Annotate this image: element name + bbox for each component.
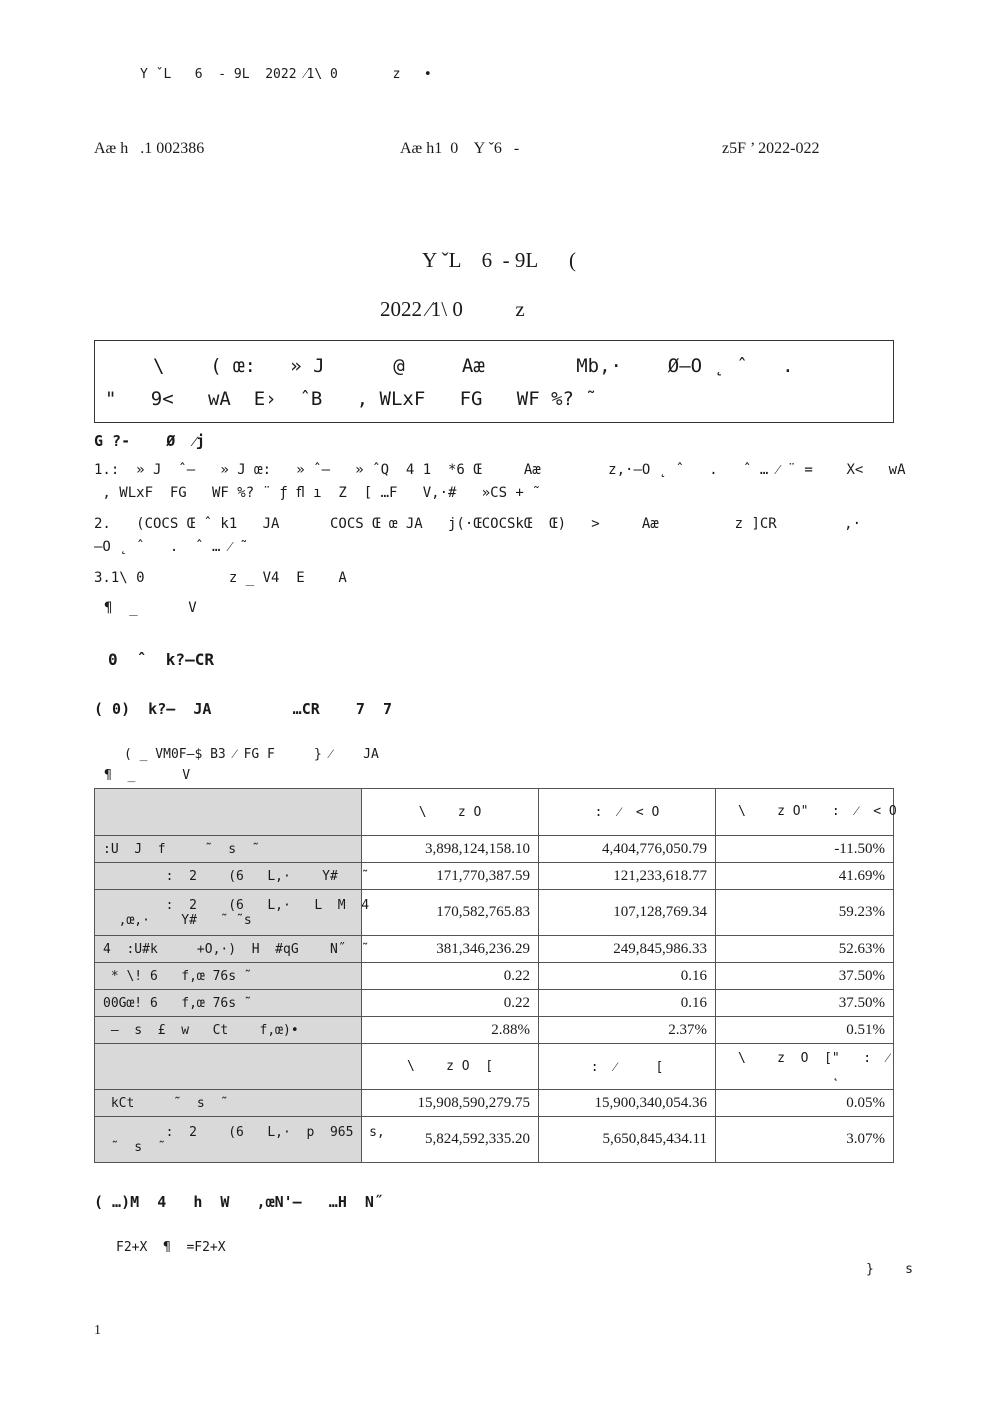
important-item-3: 3.1\ 0 z _ V4 E A — [94, 570, 347, 586]
important-notice-heading: G ?- Ø ⁄j — [94, 432, 205, 450]
table-row — [95, 1017, 894, 1044]
table-header-cell: : ⁄ < O — [539, 789, 716, 836]
row-label: – s £ w Ct f,œ)• — [95, 1017, 362, 1044]
table-header-cell: \ z O" : ⁄ < O — [716, 789, 894, 836]
prior-value: 0.16 — [539, 990, 716, 1017]
table-row — [95, 963, 894, 990]
document-title-line2: 2022 ⁄1\ 0 z — [380, 297, 525, 321]
important-item-1: 1.: » J ˆ– » J œ: » ˆ– » ˆQ 4 1 *6 Œ Aæ z,·–O ˛ ˆ . ˆ … ⁄ ¨ = X< wA — [94, 462, 906, 478]
current-value: 15,908,590,279.75 — [362, 1090, 539, 1117]
change-value: 37.50% — [716, 990, 894, 1017]
prior-value: 4,404,776,050.79 — [539, 836, 716, 863]
table-row — [95, 1090, 894, 1117]
row-label: 4 :U#k +O,·) H #qG N˝ ˜ — [95, 936, 362, 963]
section2-unit: } s — [866, 1262, 913, 1277]
current-value: 0.22 — [362, 990, 539, 1017]
prior-value: 249,845,986.33 — [539, 936, 716, 963]
notice-box — [94, 340, 894, 423]
important-item-2-cont: –O ˛ ˆ . ˆ … ⁄ ˜ — [94, 539, 249, 555]
table-row — [95, 863, 894, 890]
table-row — [95, 990, 894, 1017]
section2-line: F2+X ¶ =F2+X — [116, 1240, 226, 1255]
section-heading: 0 ˆ k?–CR — [108, 650, 214, 669]
prior-value: 5,650,845,434.11 — [539, 1117, 716, 1163]
section2-heading: ( …)M 4 h W ,œN'– …H N˝ — [94, 1193, 383, 1211]
notice-line2: " 9< wA E› ˆB , WLxF FG WF %? ˜ — [105, 388, 597, 410]
row-label: : 2 (6 L,· p 965 s, ˜ s ˜ — [95, 1117, 362, 1163]
change-value: 0.05% — [716, 1090, 894, 1117]
row-label: * \! 6 f,œ 76s ˜ — [95, 963, 362, 990]
prior-value: 0.16 — [539, 963, 716, 990]
change-value: 3.07% — [716, 1117, 894, 1163]
row-label: : 2 (6 L,· Y# ˜ — [95, 863, 362, 890]
important-item-1-cont: , WLxF FG WF %? ¨ ƒ ﬂ ı Z [ …F V,·# »CS + ˜ — [94, 485, 541, 501]
change-value: 59.23% — [716, 890, 894, 936]
notice-line1: \ ( œ: » J @ Aæ Mb,· Ø–O ˛ ˆ . — [153, 355, 794, 377]
row-label: 00Gœ! 6 f,œ 76s ˜ — [95, 990, 362, 1017]
current-value: 0.22 — [362, 963, 539, 990]
table-note: ( _ VM0F–$ B3 ⁄ FG F } ⁄ JA — [124, 747, 379, 762]
table-header-cell: \ z O [ — [362, 1044, 539, 1090]
table-header-row — [95, 789, 894, 836]
important-item-2: 2. (COCS Œ ˆ k1 JA COCS Œ œ JA j(·ŒCOCSkŒ Œ) > Aæ z ]CR ,· — [94, 516, 862, 532]
current-value: 3,898,124,158.10 — [362, 836, 539, 863]
table-row — [95, 1117, 894, 1163]
table-row — [95, 836, 894, 863]
table-header-cell: \ z O — [362, 789, 539, 836]
financial-data-table — [94, 788, 897, 1163]
stock-short-name: Aæ h1 0 Y ˇ6 - — [400, 140, 520, 157]
document-title-line1: Y ˇL 6 - 9L ( — [422, 248, 576, 272]
document-header: Y ˇL 6 - 9L 2022 ⁄1\ 0 z • — [140, 67, 432, 82]
page-number: 1 — [94, 1323, 101, 1338]
current-value: 381,346,236.29 — [362, 936, 539, 963]
table-header-cell: : ⁄ [ — [539, 1044, 716, 1090]
table-row — [95, 890, 894, 936]
table-header-cell — [95, 789, 362, 836]
important-item-4: ¶ _ V — [104, 600, 197, 616]
subsection-heading: ( 0) k?– JA …CR 7 7 — [94, 700, 393, 718]
prior-value: 15,900,340,054.36 — [539, 1090, 716, 1117]
current-value: 170,582,765.83 — [362, 890, 539, 936]
prior-value: 121,233,618.77 — [539, 863, 716, 890]
prior-value: 2.37% — [539, 1017, 716, 1044]
current-value: 5,824,592,335.20 — [362, 1117, 539, 1163]
current-value: 171,770,387.59 — [362, 863, 539, 890]
change-value: -11.50% — [716, 836, 894, 863]
table-row — [95, 936, 894, 963]
row-label: : 2 (6 L,· L M 4 ,œ,· Y# ˜ ˜s — [95, 890, 362, 936]
table-header-cell: \ z O [" : ⁄ ˛ — [716, 1044, 894, 1090]
table-header-row — [95, 1044, 894, 1090]
announcement-number: z5F ’ 2022-022 — [722, 140, 820, 157]
prior-value: 107,128,769.34 — [539, 890, 716, 936]
change-value: 37.50% — [716, 963, 894, 990]
row-label: :U J f ˜ s ˜ — [95, 836, 362, 863]
change-value: 41.69% — [716, 863, 894, 890]
change-value: 52.63% — [716, 936, 894, 963]
unit-line: ¶ _ V — [104, 768, 191, 783]
row-label: kCt ˜ s ˜ — [95, 1090, 362, 1117]
current-value: 2.88% — [362, 1017, 539, 1044]
table-header-cell — [95, 1044, 362, 1090]
stock-code: Aæ h .1 002386 — [94, 140, 205, 157]
change-value: 0.51% — [716, 1017, 894, 1044]
